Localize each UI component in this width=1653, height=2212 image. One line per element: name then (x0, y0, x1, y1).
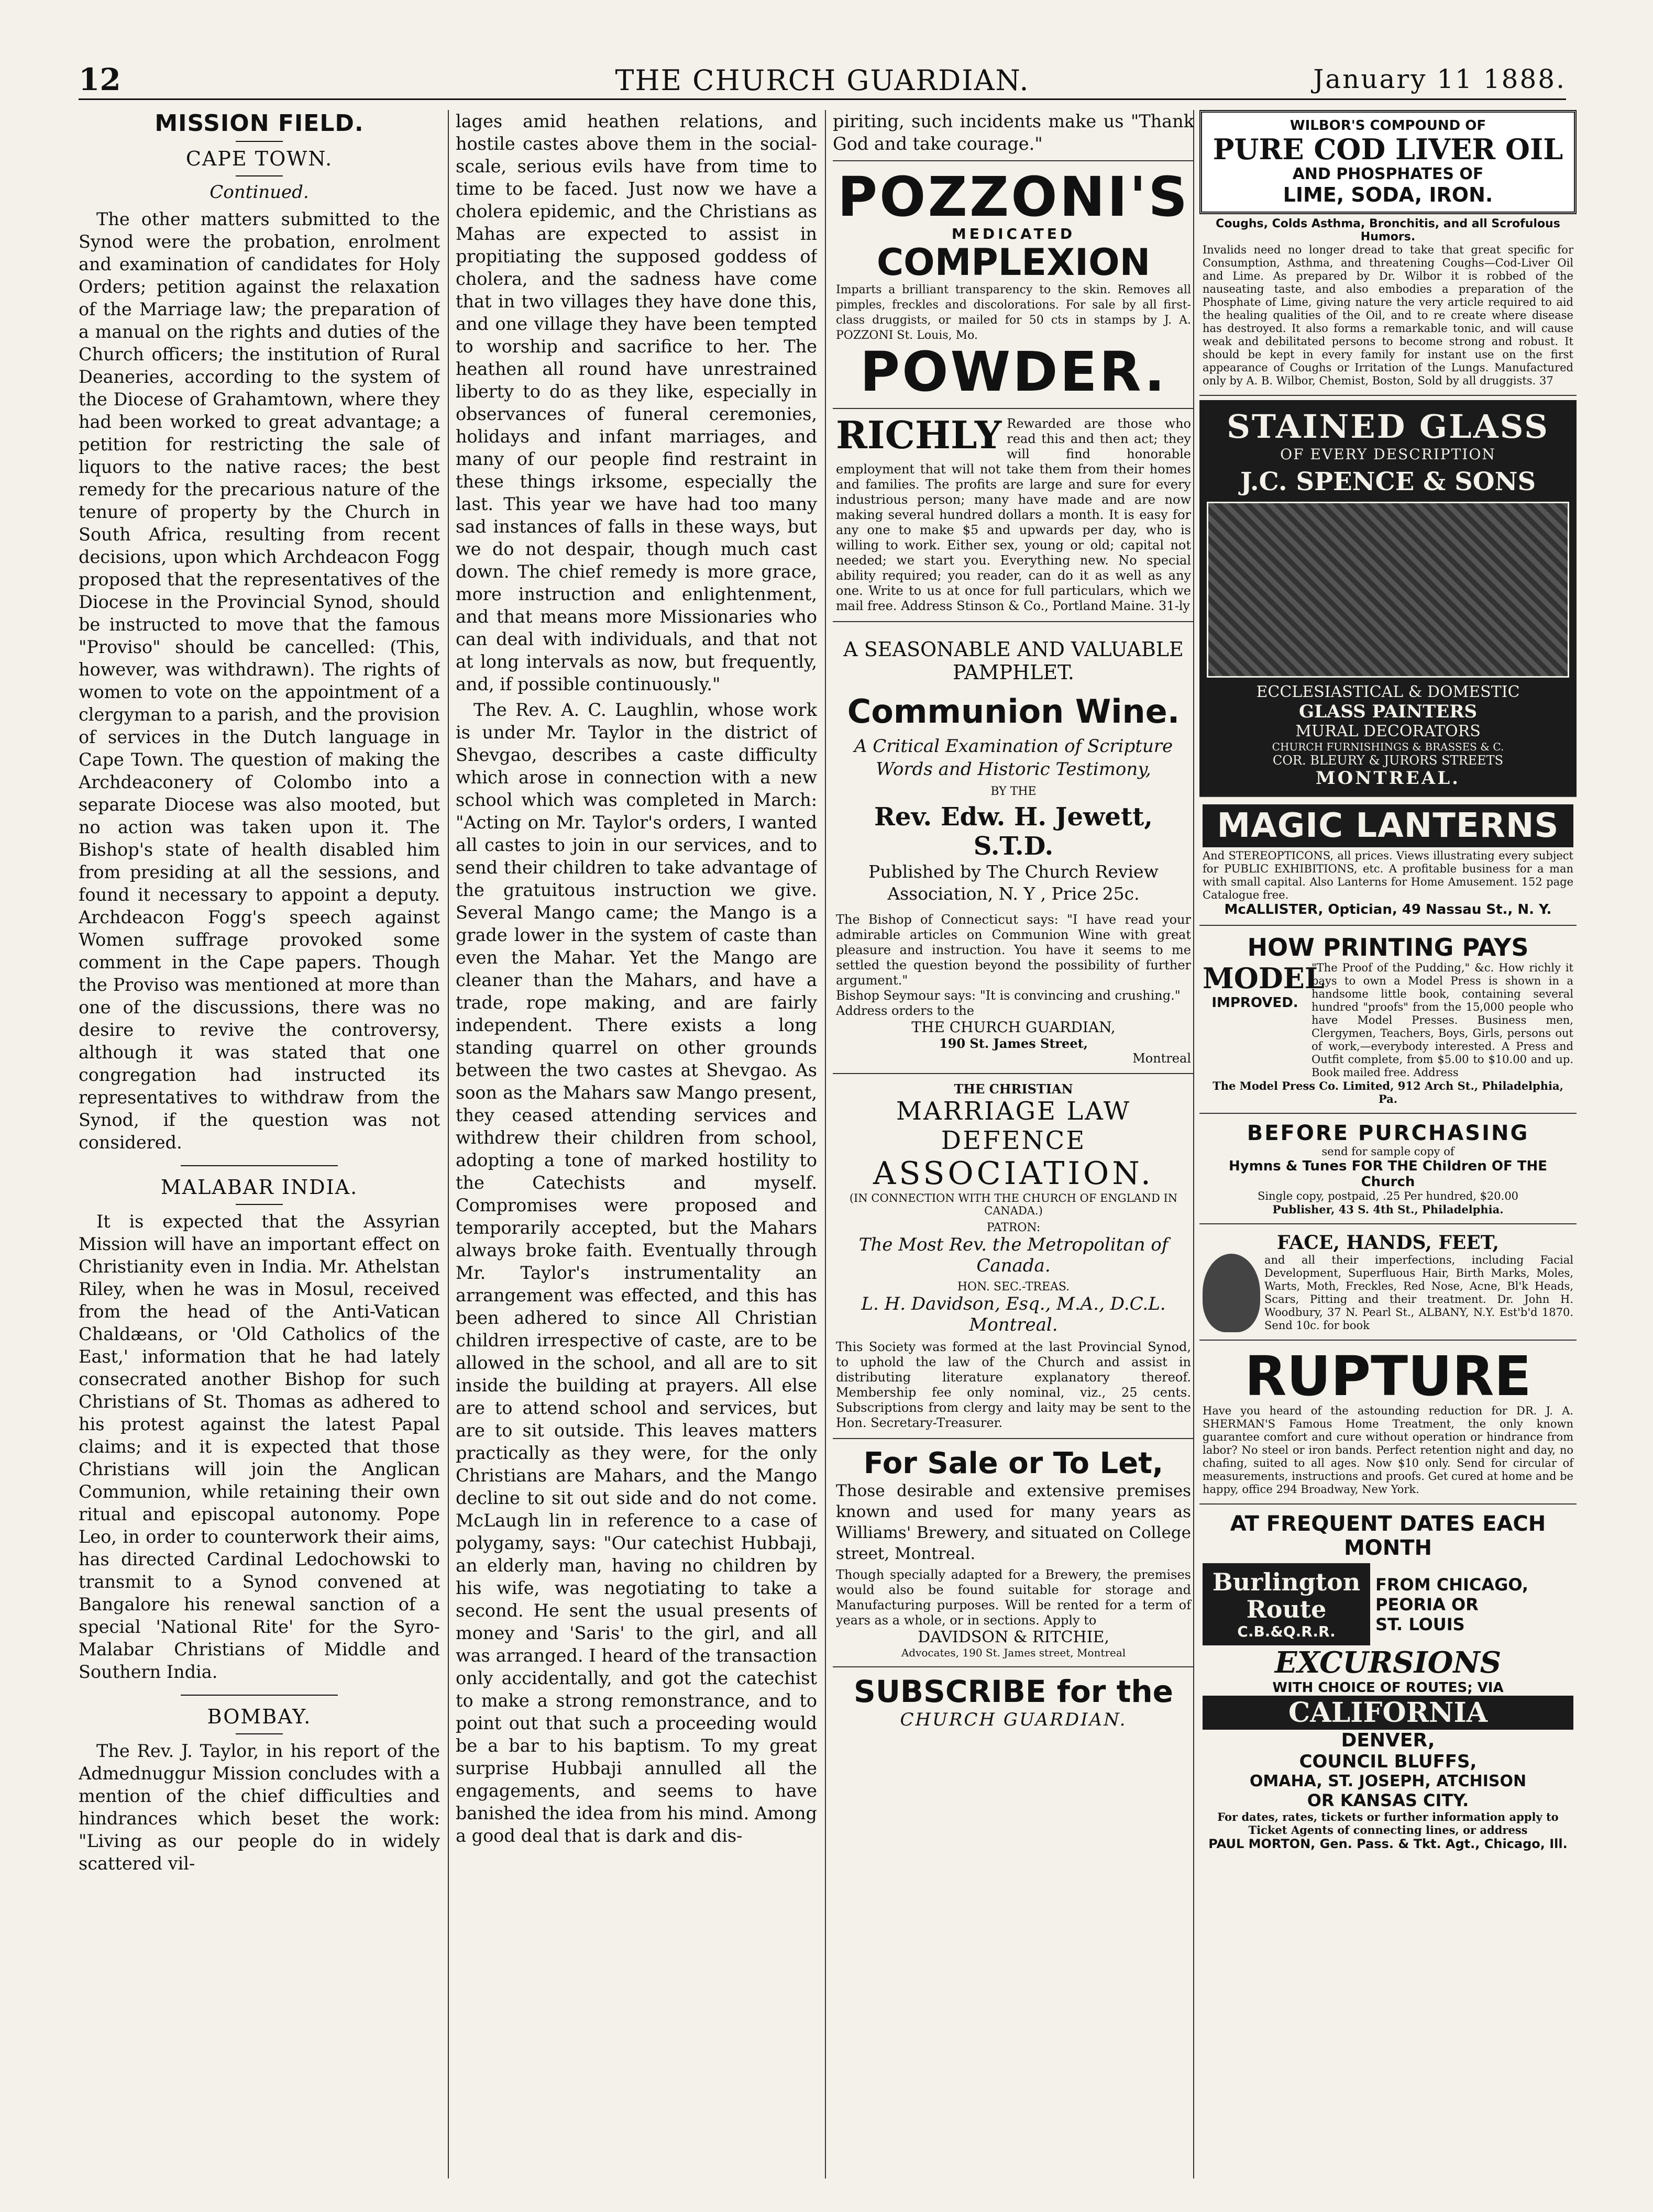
marriage-law-ad (833, 1074, 1194, 1439)
guardian-address: THE CHURCH GUARDIAN, (911, 1019, 1116, 1036)
before-purchasing: BEFORE PURCHASING (1247, 1121, 1529, 1145)
wilbor-details (1199, 214, 1577, 396)
the-christian: THE CHRISTIAN (954, 1081, 1073, 1097)
davidson-ritchie: DAVIDSON & RITCHIE, (918, 1628, 1109, 1646)
marriage-law-defence: MARRIAGE LAW DEFENCE (896, 1097, 1131, 1155)
church-furnishings: CHURCH FURNISHINGS & BRASSES & C. (1272, 740, 1504, 753)
glass-painters: GLASS PAINTERS (1299, 701, 1477, 722)
column-rule (448, 110, 449, 2178)
davidson-name: L. H. Davidson, Esq., M.A., D.C.L. Montreal. (861, 1293, 1166, 1335)
divider (236, 1204, 283, 1205)
hymns-tunes: Hymns & Tunes FOR THE Children OF THE Church (1228, 1158, 1548, 1190)
advocates-address: Advocates, 190 St. James street, Montreal (901, 1646, 1126, 1659)
st-louis: ST. LOUIS (1375, 1614, 1465, 1634)
by-the: BY THE (990, 785, 1037, 798)
printing-text: "The Proof of the Pudding," &c. How richly it pays to own a Model Press is shown in a handsome little book, containing several hundred "proofs" from the 15,000 people who have Model Presses. Business men, Clergymen, Teachers, Boys, Girls, persons out of work,—everybody interested. A Press and Outfit complete, from $5.00 to $10.00 and up. Book mailed free. Address (1312, 961, 1573, 1079)
published-by: Published by The Church Review Association, N. Y , Price 25c. (868, 861, 1159, 904)
patron-label: PATRON: (986, 1221, 1041, 1234)
subscribe-title: SUBSCRIBE for the (854, 1674, 1173, 1709)
column-rule (825, 110, 826, 2178)
magic-lanterns-title: MAGIC LANTERNS (1203, 804, 1573, 847)
hymns-ad (1199, 1114, 1577, 1224)
subscribe-paper: CHURCH GUARDIAN. (900, 1709, 1127, 1730)
pozzoni-ad (833, 160, 1194, 409)
wilbor-top: WILBOR'S COMPOUND OF (1290, 118, 1486, 134)
bishop-connecticut-quote: The Bishop of Connecticut says: "I have read your admirable articles on Communion Wine with great pleasure and instruction. You have it seems to me settled the question beyond the possibility of further argument." (836, 912, 1191, 988)
richly-word: RICHLY (836, 413, 1002, 457)
rupture-text: Have you heard of the astounding reduction for DR. J. A. SHERMAN'S Famous Home Treatment, the only known guarantee comfort and cure without operation or hindrance from labor? No steel or iron bands. Perfect retention night and day, no chafing, suited to all ages. Now $10 only. Send for circular of measurements, instructions and proofs. Get cured at home and be happy, office 294 Broadway, New York. (1203, 1404, 1573, 1496)
montreal-label: MONTREAL. (1316, 768, 1460, 789)
wilbor-sub: Coughs, Colds Asthma, Bronchitis, and all Scrofulous Humors. (1216, 217, 1560, 244)
before-sub: send for sample copy of (1321, 1145, 1454, 1158)
model-press-address: The Model Press Co. Limited, 912 Arch St., Philadelphia, Pa. (1213, 1079, 1563, 1105)
bishop-seymour-quote: Bishop Seymour says: "It is convincing and crushing." (836, 988, 1181, 1003)
cape-town-paragraph: The other matters submitted to the Synod were the probation, enrolment and examination of candidates for Holy Orders; petition against the relaxation of the Marriage law; the preparation of a manual on the rights and duties of the Church officers; the institution of Rural Deaneries, according to the system of the Diocese of Grahamtown, where they had been worked to great advantage; a petition for restricting the sale of liquors to the native races; the best remedy for the precarious nature of the tenure of property by the Church in South Africa, resulting from recent decisions, upon which Archdeacon Fogg proposed that the representatives of the Diocese in the Provincial Synod, should be instructed to move that the famous "Proviso" should be cancelled: (This, however, was withdrawn). The rights of women to vote on the appointment of a clergyman to a parish, and the provision of services in the Dutch language in Cape Town. The question of making the Archdeaconery of Colombo into a separate Diocese was also mooted, but no action was taken upon it. The Bishop's state of health disabled him from presiding at all the sessions, and found it necessary to appoint a deputy. Archdeacon Fogg's speech against Women suffrage provoked some comment in the Cape papers. Though the Proviso was mentioned at more than one of the discussions, there was no desire to revive the controversy, although it was stated that one congregation had instructed its representatives to withdraw from the Synod, if the question was not considered. (79, 209, 440, 1153)
excursions: EXCURSIONS (1274, 1645, 1502, 1680)
bombay-ending: piriting, such incidents make us "Thank God and take courage." (833, 111, 1194, 154)
page-header (79, 62, 1566, 100)
rupture-ad (1199, 1341, 1577, 1505)
magic-lanterns-ad (1199, 797, 1577, 926)
choice-of-routes: WITH CHOICE OF ROUTES; VIA (1272, 1680, 1504, 1696)
street-address: 190 St. James Street, (939, 1036, 1088, 1051)
model-word: MODEL (1203, 961, 1325, 995)
spence-sons: J.C. SPENCE & SONS (1240, 467, 1536, 496)
california: CALIFORNIA (1203, 1696, 1573, 1730)
stained-glass-title: STAINED GLASS (1227, 407, 1549, 446)
rates-info: For dates, rates, tickets or further information apply to Ticket Agents of connecting lines, or address (1217, 1810, 1559, 1837)
kansas-city: OR KANSAS CITY. (1307, 1790, 1469, 1810)
metropolitan: The Most Rev. the Metropolitan of Canada. (858, 1234, 1169, 1276)
hymns-publisher: Publisher, 43 S. 4th St., Philadelphia. (1272, 1203, 1504, 1216)
peoria: PEORIA OR (1375, 1594, 1479, 1614)
malabar-paragraph: It is expected that the Assyrian Mission will have an important effect on Christianity even in India. Mr. Athelstan Riley, when he was in Mosul, received from the head of the Anti-Vatican Chaldæans, or 'Old Catholics of the East,' information that he had lately consecrated another Bishop for such Christians of St. Thomas as adhered to his protest against the latest Papal claims; and it is expected that those Christians will join the Anglican Communion, while retaining their own ritual and episcopal autonomy. Pope Leo, in order to counterwork their aims, has directed Cardinal Ledochowski to transmit to a Synod convened at Bangalore his renewal sanction of a special 'National Rite' for the Syro-Malabar Christians of Middle and Southern India. (79, 1211, 440, 1682)
pozzoni-medicated: MEDICATED (951, 225, 1076, 242)
association: ASSOCIATION. (873, 1155, 1154, 1192)
magic-lanterns-text: And STEREOPTICONS, all prices. Views illustrating every subject for PUBLIC EXHIBITIONS, etc. A profitable business for a man with small capital. Also Lanterns for Home Amusement. 152 page Catalogue free. (1203, 849, 1573, 901)
section-heading: MISSION FIELD. (155, 110, 364, 137)
communion-wine: Communion Wine. (847, 692, 1180, 731)
richly-text: Rewarded are those who read this and then act; they will find honorable employment that will not take them from their homes and families. The profits are large and sure for every industrious person; many have made and are now making several hundred dollars a month. It is easy for any one to make $5 and upwards per day, who is willing to work. Either sex, young or old; capital not needed; we start you. Everything new. No special ability required; you reader, can do it as well as any one. Write to us at once for full particulars, which we mail free. Address Stinson & Co., Portland Maine. 31-ly (836, 416, 1191, 613)
divider (236, 175, 283, 176)
for-sale-text: Those desirable and extensive premises known and used for many years as Williams' Brewery, and situated on College street, Montreal. (836, 1481, 1191, 1563)
wilbor-lime: LIME, SODA, IRON. (1283, 183, 1493, 206)
article-title-malabar: MALABAR INDIA. (160, 1176, 358, 1199)
wilbor-and: AND PHOSPHATES OF (1292, 165, 1484, 183)
pamphlet-title: A SEASONABLE AND VALUABLE PAMPHLET. (843, 638, 1184, 684)
critical-examination: A Critical Examination of Scripture Words and Historic Testimony, (854, 736, 1173, 780)
pozzoni-powder: POWDER. (859, 340, 1167, 404)
every-description: OF EVERY DESCRIPTION (1280, 446, 1496, 463)
for-sale-details: Though specially adapted for a Brewery, the premises would also be found suitable for storage and Manufacturing purposes. Will be rented for a term of years as a whole, or in sections. Apply to (836, 1567, 1191, 1628)
divider (236, 1733, 283, 1734)
bombay-paragraph: The Rev. J. Taylor, in his report of the Admednuggur Mission concludes with a mention of the chief difficulties and hindrances which beset the work: "Living as our people do in widely scattered vil- (79, 1741, 440, 1874)
face-text: and all their imperfections, including Facial Development, Superfluous Hair, Birth Marks, Moles, Warts, Moth, Freckles, Red Nose, Acne, Bl'k Heads, Scars, Pitting and their treatment. Dr. John H. Woodbury, 37 N. Pearl St., ALBANY, N.Y. Est'b'd 1870. Send 10c. for book (1264, 1254, 1573, 1332)
cbq-label: C.B.&Q.R.R. (1237, 1623, 1336, 1640)
richly-ad (833, 409, 1194, 622)
divider (236, 141, 283, 142)
mural-decorators: MURAL DECORATORS (1295, 722, 1481, 740)
divider (181, 1695, 338, 1696)
burlington-route: Burlington Route (1212, 1568, 1361, 1623)
printing-title: HOW PRINTING PAYS (1247, 933, 1529, 961)
pamphlet-ad (833, 622, 1194, 1074)
bombay-continued-paragraph: lages amid heathen relations, and hostile castes above them in the social-scale, serious evils have from time to time to be faced. Just now we have a cholera epidemic, and the Christians as Mahas are expected to assist in propitiating the supposed goddess of cholera, and the sadness have come that in two villages they have done this, and one village they have been tempted to worship and sacrifice to her. The heathen all round have unrestrained liberty to do as they like, especially in observances of funeral ceremonies, holidays and infant marriages, and many of our people find restraint in these things irksome, especially the last. This year we have had too many sad instances of falls in these ways, but we do not despair, though much cast down. The chief remedy is more grace, more instruction and enlightenment, and that means more Missionaries who can deal with individuals, and that not at long intervals as now, but frequently, and, if possible continuously." (456, 111, 817, 694)
connection-note: (IN CONNECTION WITH THE CHURCH OF ENGLAND IN CANADA.) (849, 1192, 1178, 1217)
column-3 (833, 110, 1194, 2178)
burlington-ad (1199, 1505, 1577, 1859)
hon-sec-label: HON. SEC.-TREAS. (957, 1280, 1070, 1293)
wilbor-main: PURE COD LIVER OIL (1213, 132, 1563, 166)
rupture-title: RUPTURE (1244, 1344, 1531, 1408)
cor-streets: COR. BLEURY & JURORS STREETS (1272, 753, 1504, 768)
for-sale-title: For Sale or To Let, (863, 1446, 1164, 1480)
subscribe-ad (833, 1667, 1194, 1737)
laughlin-paragraph: The Rev. A. C. Laughlin, whose work is under Mr. Taylor in the district of Shevgao, describes a caste difficulty which arose in connection with a new school which was completed in March: "Acting on Mr. Taylor's orders, I wanted all castes to join in our services, and to send their children to take advantage of the gratuitous instruction we give. Several Mango came; the Mango is a grade lower in the system of caste than even the Mahar. Yet the Mango are cleaner than the Mahars, and have a trade, rope making, and are fairly independent. There exists a long standing quarrel on other grounds between the two castes at Shevgao. As soon as the Mahars saw Mango present, they ceased attending services and withdrew their children from school, adopting a tone of marked hostility to the Catechists and myself. Compromises were proposed and temporarily accepted, but the Mahars always broke faith. Eventually through Mr. Taylor's instrumentality an arrangement was effected, and this has been adhered to since All Christian children irrespective of caste, are to be allowed in the school, and all are to sit inside the building at prayers. All else are to attend school and services, but are to sit outside. This leaves matters practically as they were, for the only Christians are Mahars, and the Mango decline to sit out side and do not come. McLaugh lin in reference to a case of polygamy, says: "Our catechist Hubbaji, an elderly man, having no children by his wife, was negotiating to take a second. He sent the usual presents of money and 'Saris' to the girl, and all was arranged. I heard of the transaction only accidentally, and got the catechist to make a strong remonstrance, and to point out that such a proceeding would be a bar to his baptism. To my great surprise Hubbaji annulled all the engagements, and seems to have banished the idea from his mind. Among a good deal that is dark and dis- (456, 700, 817, 1846)
face-title: FACE, HANDS, FEET, (1276, 1232, 1500, 1254)
omaha-line: OMAHA, ST. JOSEPH, ATCHISON (1249, 1772, 1527, 1790)
face-hands-ad (1199, 1224, 1577, 1341)
ecclesiastical: ECCLESIASTICAL & DOMESTIC (1256, 683, 1520, 701)
column-2 (456, 110, 817, 2178)
council-bluffs: COUNCIL BLUFFS, (1299, 1751, 1477, 1772)
page-number: 12 (79, 62, 121, 97)
society-text: This Society was formed at the last Provincial Synod, to uphold the law of the Church and assist in distributing literature explanatory thereof. Membership fee only nominal, viz., 25 cents. Subscriptions from clergy and laity may be sent to the Hon. Secretary-Treasurer. (836, 1340, 1191, 1430)
pozzoni-complexion: COMPLEXION (876, 241, 1151, 284)
from-chicago: FROM CHICAGO, (1375, 1574, 1529, 1595)
portrait-image (1203, 1254, 1260, 1332)
frequent-dates: AT FREQUENT DATES EACH MONTH (1230, 1512, 1546, 1560)
column-4 (1199, 110, 1577, 2178)
continued-note: Continued. (210, 182, 309, 203)
issue-date: January 11 1888. (1313, 64, 1566, 94)
address-orders: Address orders to the (836, 1003, 974, 1018)
divider (181, 1165, 338, 1166)
printing-ad (1199, 926, 1577, 1114)
wilbor-ad (1199, 110, 1577, 214)
for-sale-ad (833, 1439, 1194, 1667)
pozzoni-name: POZZONI'S (837, 165, 1190, 229)
article-title-cape-town: CAPE TOWN. (185, 147, 333, 170)
column-1 (79, 110, 440, 2178)
stained-glass-ad (1199, 400, 1577, 797)
denver: DENVER, (1341, 1730, 1435, 1751)
article-title-bombay: BOMBAY. (207, 1705, 312, 1728)
paul-morton: PAUL MORTON, Gen. Pass. & Tkt. Agt., Chicago, Ill. (1208, 1837, 1568, 1851)
mcallister: McALLISTER, Optician, 49 Nassau St., N. Y. (1224, 902, 1552, 917)
wilbor-text: Invalids need no longer dread to take that great specific for Consumption, Asthma, and threatening Coughs—Cod-Liver Oil and Lime. As prepared by Dr. Wilbor it is robbed of the nauseating taste, and also embodies a preparation of the Phosphate of Lime, giving nature the very article required to aid the healing qualities of the Oil, and to re create where disease has destroyed. It also forms a remarkable tonic, and will cause weak and debilitated persons to become strong and robust. It should be kept in every family for instant use on the first appearance of Coughs or Irritation of the Lungs. Manufactured only by A. B. Wilbor, Chemist, Boston, Sold by all druggists. 37 (1203, 244, 1573, 387)
newspaper-title: THE CHURCH GUARDIAN. (615, 64, 1030, 97)
city-name: Montreal (1132, 1051, 1191, 1066)
pozzoni-text: Imparts a brilliant transparency to the skin. Removes all pimples, freckles and discolorations. For sale by all first-class druggists, or mailed for 50 cts in stamps by J. A. POZZONI St. Louis, Mo. (836, 283, 1191, 342)
hymns-prices: Single copy, postpaid, .25 Per hundred, $20.00 (1257, 1190, 1519, 1202)
jewett-name: Rev. Edw. H. Jewett, S.T.D. (874, 802, 1153, 861)
improved-label: IMPROVED. (1211, 995, 1298, 1011)
stained-glass-illustration (1207, 502, 1569, 678)
